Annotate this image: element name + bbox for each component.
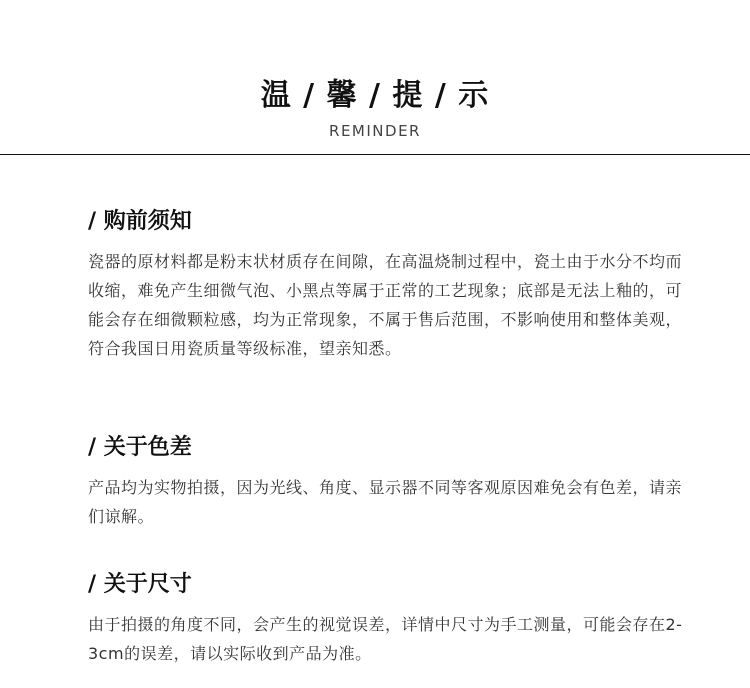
section-body: 产品均为实物拍摄，因为光线、角度、显示器不同等客观原因难免会有色差，请亲们谅解。 [88,478,683,526]
section-body: 瓷器的原材料都是粉末状材质存在间隙，在高温烧制过程中，瓷土由于水分不均而收缩，难免产生细微气泡、小黑点等属于正常的工艺现象；底部是无法上釉的，可能会存在细微颗粒感，均为正常现象，不属于售后范围，不影响使用和整体美观，符合我国日用瓷质量等级标准，望亲知悉。 [88,252,683,358]
section-body: 由于拍摄的角度不同，会产生的视觉误差，详情中尺寸为手工测量，可能会存在2-3cm的误差，请以实际收到产品为准。 [88,615,683,663]
section-size [88,570,688,668]
section-heading: / 关于色差 [88,435,192,460]
section-color-difference [88,433,688,531]
section-heading: / 关于尺寸 [88,572,192,597]
section-heading: / 购前须知 [88,209,192,234]
section-purchase-notice [88,207,688,363]
reminder-header [0,0,750,154]
page-subtitle: REMINDER [329,122,421,140]
page-title: 温 / 馨 / 提 / 示 [260,78,490,113]
header-divider [0,154,750,155]
